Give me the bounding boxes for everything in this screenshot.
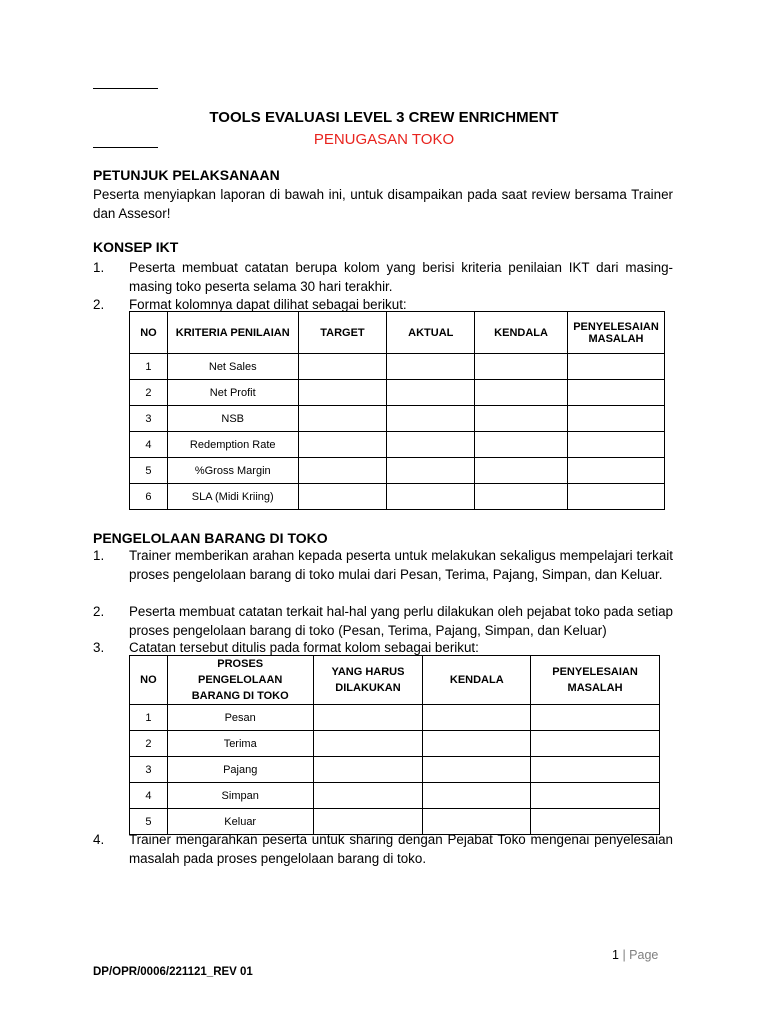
header-cell: NO xyxy=(130,656,168,705)
header-cell: AKTUAL xyxy=(387,312,475,354)
ikt-table xyxy=(129,311,665,510)
konsep-heading: KONSEP IKT xyxy=(93,239,179,255)
document-code: DP/OPR/0006/221121_REV 01 xyxy=(93,966,253,978)
cell-no: 1 xyxy=(130,705,168,731)
page-separator: | xyxy=(622,948,626,962)
list-number: 2. xyxy=(93,604,105,619)
table-row xyxy=(130,380,665,406)
cell-dilakukan[interactable] xyxy=(313,731,423,757)
cell-penyelesaian[interactable] xyxy=(567,432,664,458)
table-row xyxy=(130,705,660,731)
cell-proses: Terima xyxy=(167,731,313,757)
pengelolaan-table xyxy=(129,655,660,835)
cell-proses: Pajang xyxy=(167,757,313,783)
list-number: 1. xyxy=(93,548,105,563)
cell-target[interactable] xyxy=(298,458,387,484)
cell-aktual[interactable] xyxy=(387,354,475,380)
page-indicator xyxy=(612,948,658,962)
cell-kendala[interactable] xyxy=(475,380,568,406)
list-text: Trainer memberikan arahan kepada peserta untuk melakukan sekaligus mempelajari terkait proses pengelolaan barang di toko mulai dari Pesan, Terima, Pajang, Simpan, dan Keluar. xyxy=(129,548,673,582)
list-text: Peserta membuat catatan terkait hal-hal yang perlu dilakukan oleh pejabat toko pada setiap proses pengelolaan barang di toko (Pesan, Terima, Pajang, Simpan, dan Keluar) xyxy=(129,604,673,638)
table-row xyxy=(130,458,665,484)
table-row xyxy=(130,354,665,380)
cell-no: 6 xyxy=(130,484,168,510)
cell-kendala[interactable] xyxy=(423,731,531,757)
list-text: Catatan tersebut ditulis pada format kolom sebagai berikut: xyxy=(129,640,479,655)
cell-kendala[interactable] xyxy=(475,354,568,380)
bottom-rule xyxy=(93,147,158,148)
cell-penyelesaian[interactable] xyxy=(531,731,660,757)
header-cell: KENDALA xyxy=(475,312,568,354)
table-row xyxy=(130,432,665,458)
cell-aktual[interactable] xyxy=(387,458,475,484)
cell-penyelesaian[interactable] xyxy=(567,484,664,510)
cell-criteria: Net Profit xyxy=(167,380,298,406)
cell-aktual[interactable] xyxy=(387,484,475,510)
cell-proses: Keluar xyxy=(167,809,313,835)
cell-no: 5 xyxy=(130,458,168,484)
cell-no: 4 xyxy=(130,783,168,809)
cell-kendala[interactable] xyxy=(475,406,568,432)
header-cell: NO xyxy=(130,312,168,354)
page-label: Page xyxy=(629,948,659,962)
list-text: Format kolomnya dapat dilihat sebagai berikut: xyxy=(129,297,407,312)
cell-penyelesaian[interactable] xyxy=(567,406,664,432)
cell-penyelesaian[interactable] xyxy=(531,783,660,809)
list-text: Peserta membuat catatan berupa kolom yang berisi kriteria penilaian IKT dari masing-masing toko peserta selama 30 hari terakhir. xyxy=(129,260,673,294)
cell-kendala[interactable] xyxy=(423,757,531,783)
list-number: 1. xyxy=(93,260,105,275)
cell-target[interactable] xyxy=(298,406,387,432)
header-cell: PENYELESAIAN MASALAH xyxy=(567,312,664,354)
cell-kendala[interactable] xyxy=(475,458,568,484)
table-row xyxy=(130,484,665,510)
cell-no: 4 xyxy=(130,432,168,458)
header-cell: KENDALA xyxy=(423,656,531,705)
table-header-row xyxy=(130,656,660,705)
cell-kendala[interactable] xyxy=(475,432,568,458)
cell-penyelesaian[interactable] xyxy=(531,757,660,783)
cell-no: 2 xyxy=(130,380,168,406)
cell-proses: Pesan xyxy=(167,705,313,731)
pengelolaan-heading: PENGELOLAAN BARANG DI TOKO xyxy=(93,530,328,546)
petunjuk-heading: PETUNJUK PELAKSANAAN xyxy=(93,167,280,183)
list-number: 3. xyxy=(93,640,105,655)
list-number: 4. xyxy=(93,832,105,847)
cell-aktual[interactable] xyxy=(387,432,475,458)
header-cell: KRITERIA PENILAIAN xyxy=(167,312,298,354)
cell-kendala[interactable] xyxy=(475,484,568,510)
cell-dilakukan[interactable] xyxy=(313,705,423,731)
cell-no: 2 xyxy=(130,731,168,757)
cell-dilakukan[interactable] xyxy=(313,757,423,783)
cell-penyelesaian[interactable] xyxy=(531,705,660,731)
header-cell: YANG HARUS DILAKUKAN xyxy=(313,656,423,705)
cell-criteria: Net Sales xyxy=(167,354,298,380)
header-cell: PROSES PENGELOLAAN BARANG DI TOKO xyxy=(167,656,313,705)
cell-dilakukan[interactable] xyxy=(313,783,423,809)
cell-aktual[interactable] xyxy=(387,380,475,406)
table-row xyxy=(130,757,660,783)
cell-proses: Simpan xyxy=(167,783,313,809)
table-row xyxy=(130,731,660,757)
cell-penyelesaian[interactable] xyxy=(567,380,664,406)
cell-target[interactable] xyxy=(298,354,387,380)
cell-no: 1 xyxy=(130,354,168,380)
cell-criteria: NSB xyxy=(167,406,298,432)
cell-target[interactable] xyxy=(298,380,387,406)
cell-penyelesaian[interactable] xyxy=(567,354,664,380)
header-cell: TARGET xyxy=(298,312,387,354)
table-header-row xyxy=(130,312,665,354)
table-row xyxy=(130,783,660,809)
list-number: 2. xyxy=(93,297,105,312)
cell-kendala[interactable] xyxy=(423,705,531,731)
cell-target[interactable] xyxy=(298,432,387,458)
cell-kendala[interactable] xyxy=(423,783,531,809)
cell-criteria: SLA (Midi Kriing) xyxy=(167,484,298,510)
cell-no: 3 xyxy=(130,757,168,783)
header-cell: PENYELESAIAN MASALAH xyxy=(531,656,660,705)
page-number: 1 xyxy=(612,948,619,962)
cell-target[interactable] xyxy=(298,484,387,510)
table-row xyxy=(130,406,665,432)
cell-no: 5 xyxy=(130,809,168,835)
cell-aktual[interactable] xyxy=(387,406,475,432)
document-subtitle: PENUGASAN TOKO xyxy=(313,131,455,148)
cell-criteria: %Gross Margin xyxy=(167,458,298,484)
petunjuk-text: Peserta menyiapkan laporan di bawah ini, untuk disampaikan pada saat review bersama Trainer dan Assesor! xyxy=(93,187,673,221)
cell-no: 3 xyxy=(130,406,168,432)
top-rule xyxy=(93,88,158,89)
list-text: Trainer mengarahkan peserta untuk sharing dengan Pejabat Toko mengenai penyelesaian masalah pada proses pengelolaan barang di toko. xyxy=(129,832,673,866)
cell-criteria: Redemption Rate xyxy=(167,432,298,458)
cell-penyelesaian[interactable] xyxy=(567,458,664,484)
document-title: TOOLS EVALUASI LEVEL 3 CREW ENRICHMENT xyxy=(209,109,559,126)
